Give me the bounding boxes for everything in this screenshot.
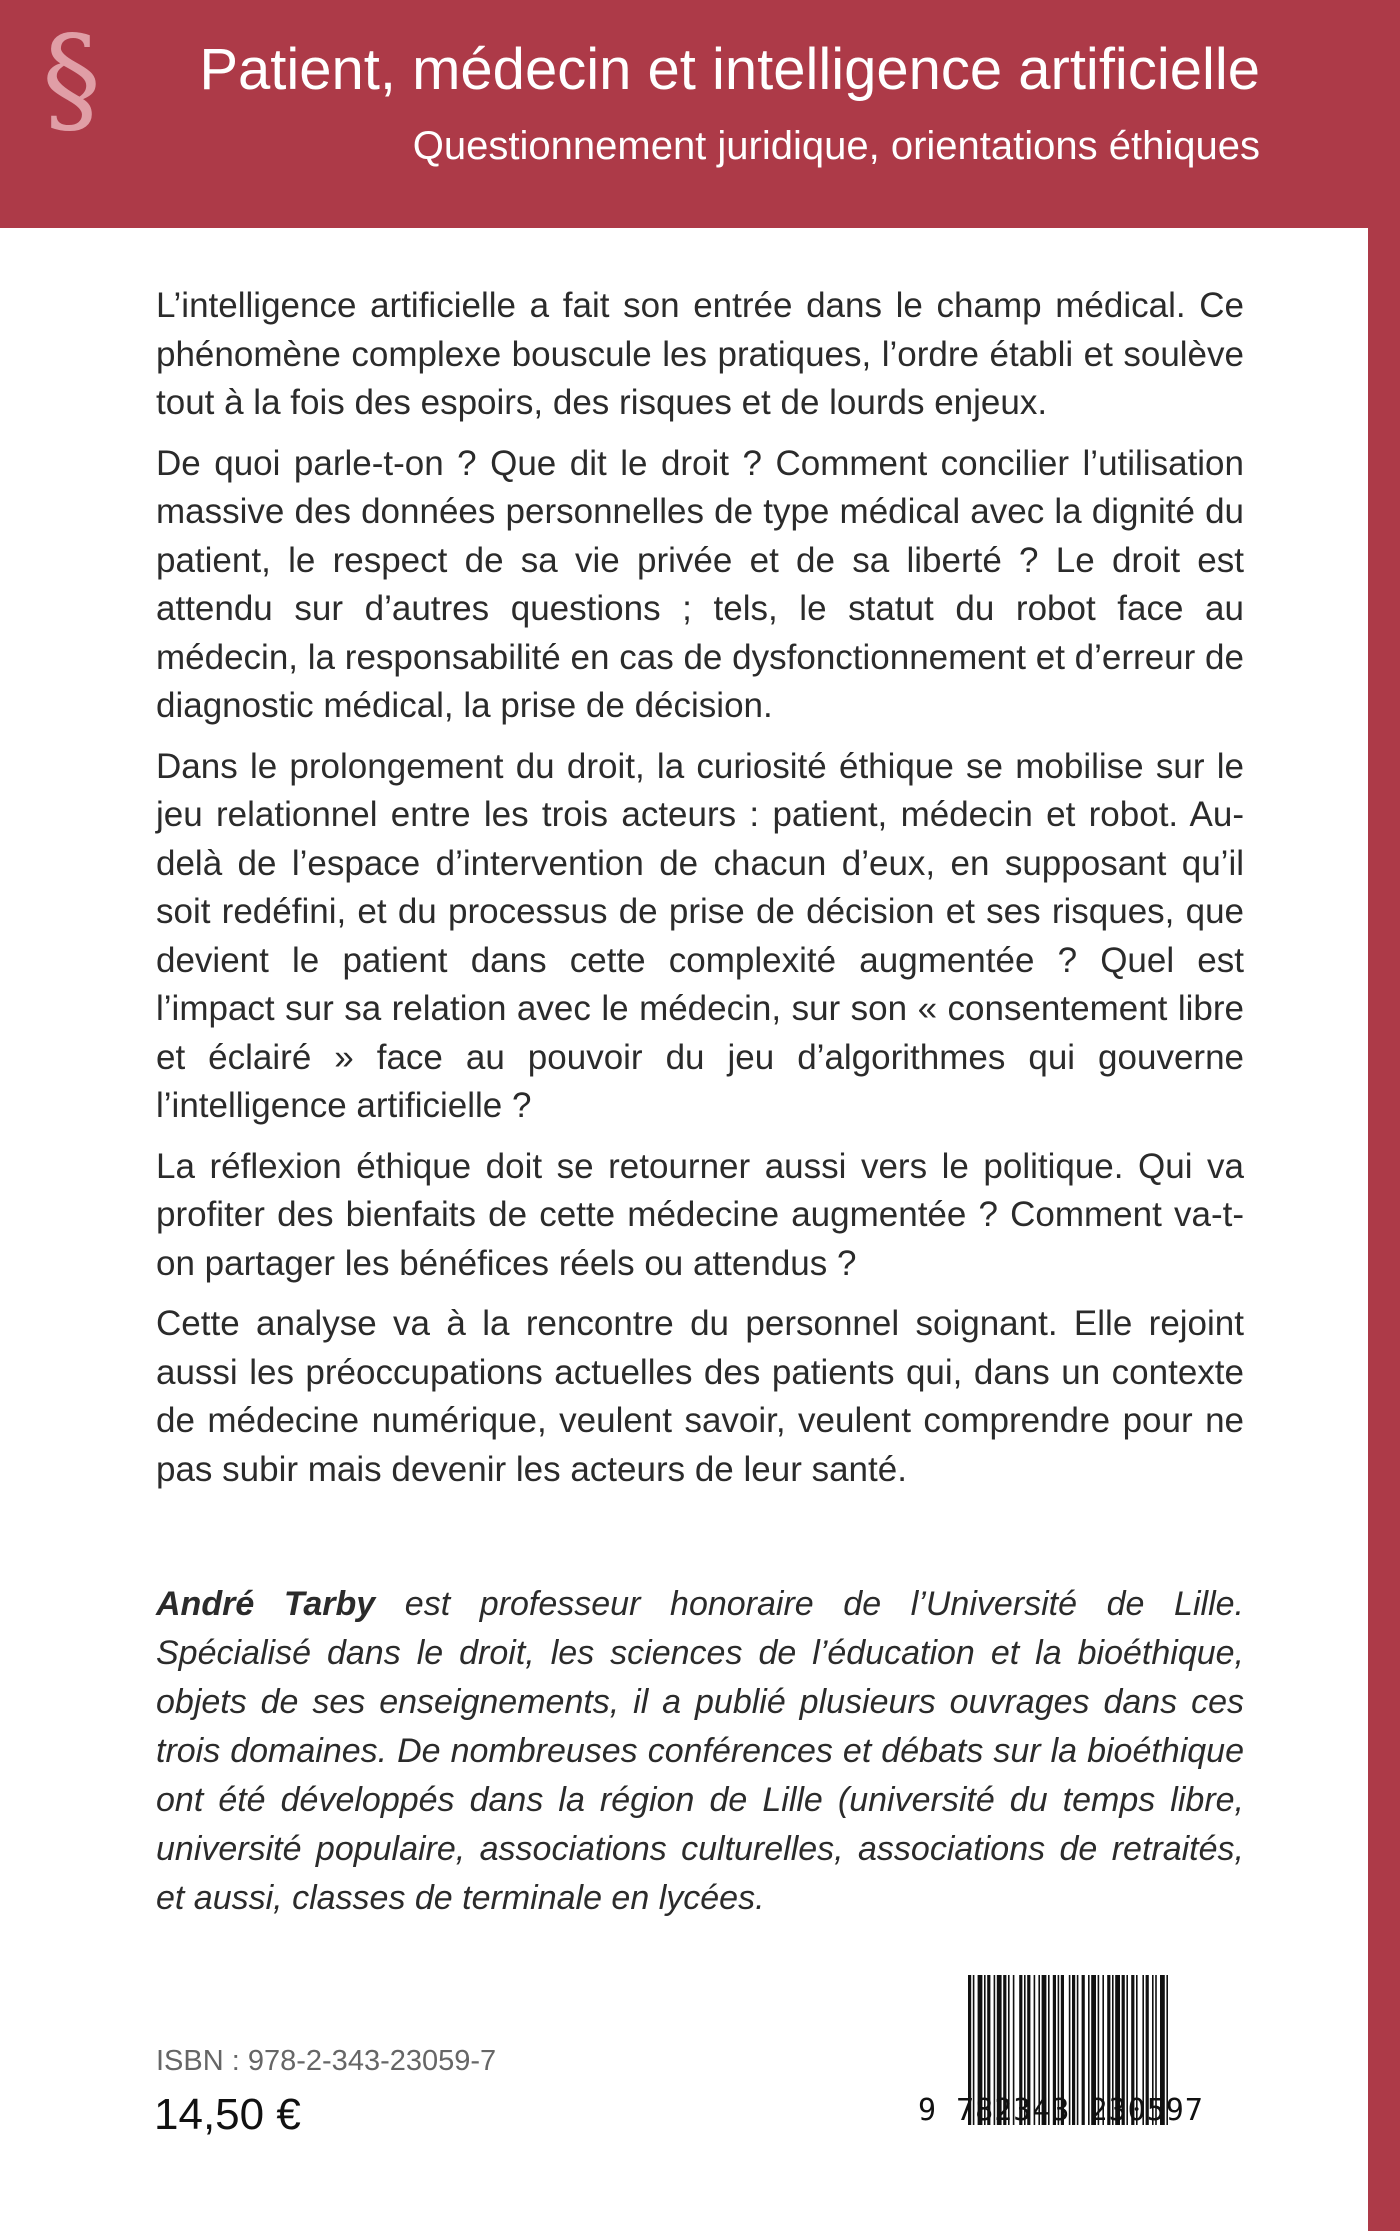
blurb-paragraph: L’intelligence artificielle a fait son entrée dans le champ médical. Ce phénomène complexe bouscule les pratiques, l’ordre établi et soulève tout à la fois des espoirs, des risques et de lourds enjeux. [156,286,1244,422]
blurb-paragraph: De quoi parle-t-on ? Que dit le droit ? Comment concilier l’utilisation massive des données personnelles de type médical avec la dignité du patient, le respect de sa vie privée et de sa liberté ? Le droit est attendu sur d’autres questions ; tels, le statut du robot face au médecin, la responsabilité en cas de dysfonctionnement et d’erreur de diagnostic médical, la prise de décision. [156,443,1244,725]
book-subtitle: Questionnement juridique, orientations éthiques [412,124,1260,168]
author-name: André Tarby [156,1585,376,1623]
blurb-paragraph: Dans le prolongement du droit, la curiosité éthique se mobilise sur le jeu relationnel entre les trois acteurs : patient, médecin et robot. Au-delà de l’espace d’intervention de chacun d’eux, en supposant qu’il soit redéfini, et du processus de prise de décision et ses risques, que devient le patient dans cette complexité augmentée ? Quel est l’impact sur sa relation avec le médecin, sur son « consentement libre et éclairé » face au pouvoir du jeu d’algorithmes qui gouverne l’intelligence artificielle ? [156,746,1244,1125]
right-color-band [1368,0,1400,2231]
isbn: ISBN : 978-2-343-23059-7 [156,2045,497,2077]
author-bio-text: est professeur honoraire de l’Université de Lille. Spécialisé dans le droit, les sciences de l’éducation et la bioéthique, objets de ses enseignements, il a publié plusieurs ouvrages dans ces trois domaines. De nombreuses conférences et débats sur la bioéthique ont été développés dans la région de Lille (université du temps libre, université populaire, associations culturelles, associations de retraités, et aussi, classes de terminale en lycées. [156,1585,1244,1917]
blurb-paragraph: La réflexion éthique doit se retourner aussi vers le politique. Qui va profiter des bienfaits de cette médecine augmentée ? Comment va-t-on partager les bénéfices réels ou attendus ? [156,1146,1244,1283]
header-band [0,0,1368,228]
section-symbol: § [42,10,101,148]
blurb [156,282,1244,1506]
price: 14,50 € [154,2090,301,2139]
author-bio [156,1580,1244,1923]
book-title: Patient, médecin et intelligence artificielle [199,37,1260,102]
blurb-paragraph: Cette analyse va à la rencontre du personnel soignant. Elle rejoint aussi les préoccupations actuelles des patients qui, dans un contexte de médecine numérique, veulent savoir, veulent comprendre pour ne pas subir mais devenir les acteurs de leur santé. [156,1304,1244,1489]
barcode-digits: 9 782343 230597 [918,2093,1204,2128]
